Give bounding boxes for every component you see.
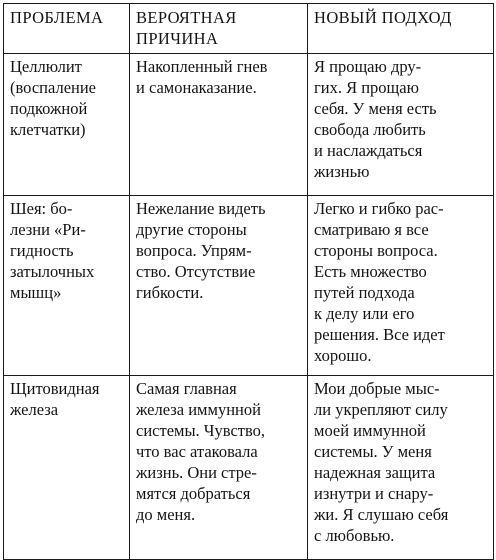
cause-cell: Накопленный гнев и самонаказание.: [130, 54, 308, 196]
approach-cell: Мои добрые мыс- ли укрепляют силу моей иммунной системы. У меня надежная защита изнутри и снару- жи. Я слушаю себя с любовью.: [308, 376, 494, 560]
problem-cell: Шея: бо- лезни «Ри- гидность затылочных мышц»: [4, 196, 130, 376]
approach-cell: Легко и гибко рас- сматриваю я все стороны вопроса. Есть множество путей подхода к делу или его решения. Все идет хорошо.: [308, 196, 494, 376]
table-row: [4, 376, 494, 560]
table-row: [4, 196, 494, 376]
table-header-row: [4, 4, 494, 54]
header-probable-cause: ВЕРОЯТНАЯ ПРИЧИНА: [130, 4, 308, 54]
ailments-table: [3, 3, 494, 560]
problem-cell: Щитовидная железа: [4, 376, 130, 560]
header-new-approach: НОВЫЙ ПОДХОД: [308, 4, 494, 54]
cause-cell: Самая главная железа иммунной системы. Чувство, что вас атаковала жизнь. Они стре- мятся добраться до меня.: [130, 376, 308, 560]
header-problem: ПРОБЛЕМА: [4, 4, 130, 54]
problem-cell: Целлюлит (воспаление подкожной клетчатки): [4, 54, 130, 196]
cause-cell: Нежелание видеть другие стороны вопроса. Упрям- ство. Отсутствие гибкости.: [130, 196, 308, 376]
table-row: [4, 54, 494, 196]
approach-cell: Я прощаю дру- гих. Я прощаю себя. У меня есть свобода любить и наслаждаться жизнью: [308, 54, 494, 196]
